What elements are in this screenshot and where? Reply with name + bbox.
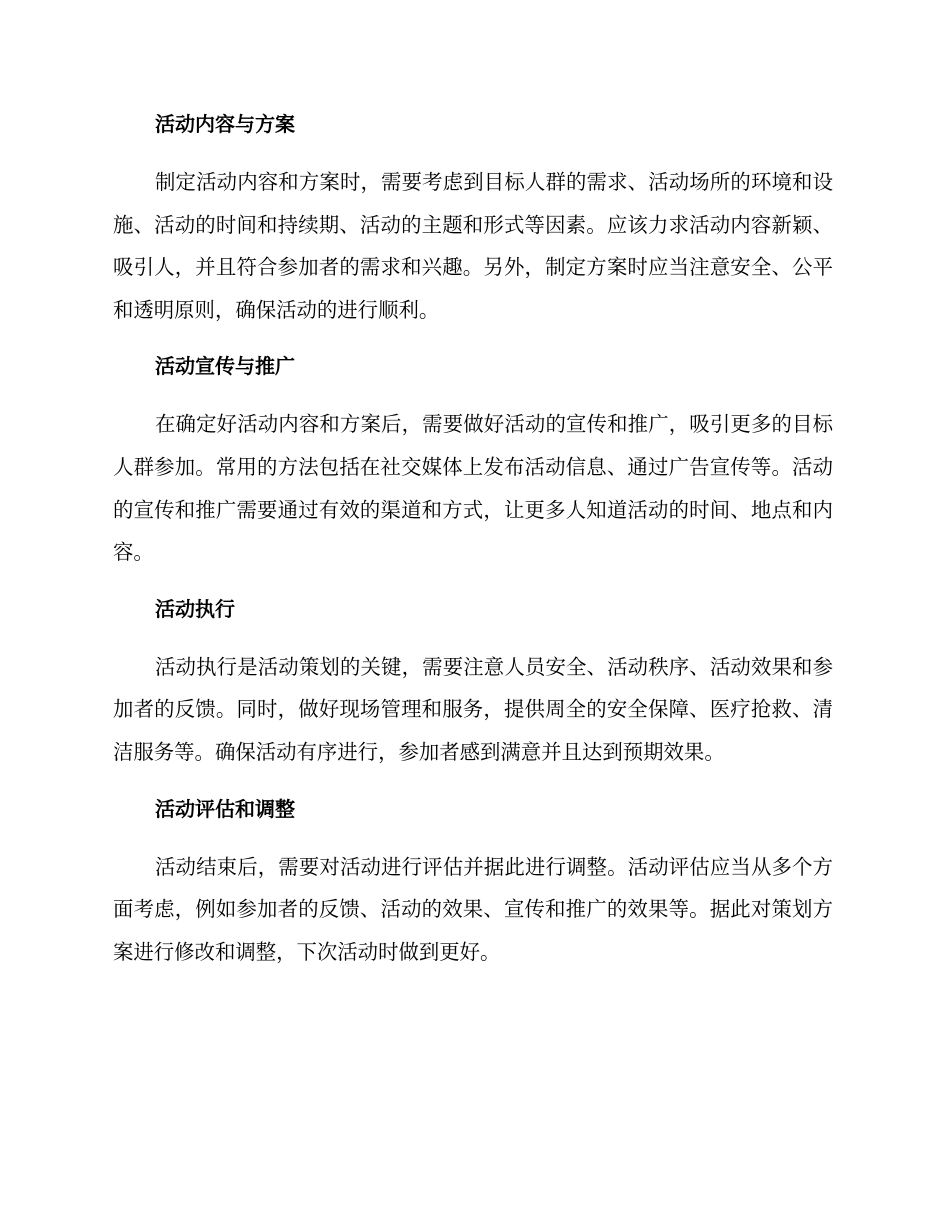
section-heading: 活动宣传与推广	[155, 354, 295, 379]
section-paragraph: 活动执行是活动策划的关键，需要注意人员安全、活动秩序、活动效果和参加者的反馈。同时，做好现场管理和服务，提供周全的安全保障、医疗抢救、清洁服务等。确保活动有序进行，参加者感到满意并且达到预期效果。	[113, 654, 833, 764]
section-paragraph: 活动结束后，需要对活动进行评估并据此进行调整。活动评估应当从多个方面考虑，例如参加者的反馈、活动的效果、宣传和推广的效果等。据此对策划方案进行修改和调整，下次活动时做到更好。	[113, 854, 833, 964]
section-evaluation	[113, 789, 833, 974]
section-heading: 活动评估和调整	[155, 796, 295, 821]
section-paragraph: 在确定好活动内容和方案后，需要做好活动的宣传和推广，吸引更多的目标人群参加。常用的方法包括在社交媒体上发布活动信息、通过广告宣传等。活动的宣传和推广需要通过有效的渠道和方式，让更多人知道活动的时间、地点和内容。	[113, 412, 833, 565]
section-content-plan	[113, 104, 833, 331]
section-execution	[113, 589, 833, 774]
section-heading: 活动内容与方案	[155, 112, 295, 136]
section-paragraph: 制定活动内容和方案时，需要考虑到目标人群的需求、活动场所的环境和设施、活动的时间和持续期、活动的主题和形式等因素。应该力求活动内容新颖、吸引人，并且符合参加者的需求和兴趣。另外，制定方案时应当注意安全、公平和透明原则，确保活动的进行顺利。	[113, 170, 833, 322]
section-promotion	[113, 346, 833, 573]
section-heading: 活动执行	[155, 596, 235, 621]
document-page	[113, 104, 833, 988]
